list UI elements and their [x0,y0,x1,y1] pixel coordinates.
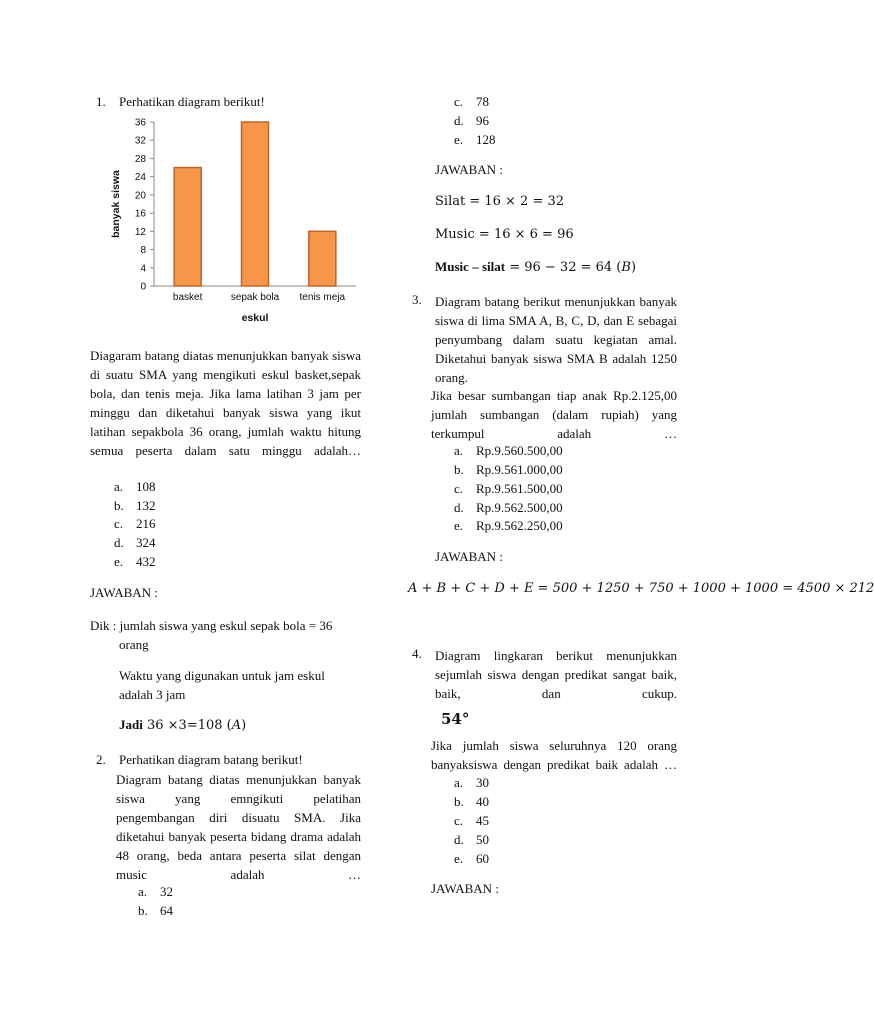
q4-number: 4. [412,646,422,661]
q3-answer-label: JAWABAN : [435,549,503,564]
q1-option-c[interactable]: c. 216 [114,516,156,531]
chart-y-tick-label: 4 [140,263,146,275]
chart-bar-basket [174,168,201,286]
q1-prompt: Perhatikan diagram berikut! [119,94,265,109]
q1-heading [96,92,265,111]
q4-paragraph: Diagram lingkaran berikut menunjukkan sejumlah siswa dengan predikat sangat baik, baik, dan cukup. [435,648,677,701]
q3-option-b[interactable]: b. Rp.9.561.000,00 [454,462,563,477]
q2-option-b[interactable]: b. 64 [138,903,173,918]
q1-waktu-line1: Waktu yang digunakan untuk jam eskul [119,668,325,683]
chart-bar-tenis-meja [309,231,336,286]
q3-option-e[interactable]: e. Rp.9.562.250,00 [454,518,563,533]
chart-y-tick-label: 12 [134,226,146,238]
q2-diff-choice: B [621,260,631,275]
chart-y-tick-label: 32 [134,135,146,147]
q4-option-a[interactable]: a. 30 [454,775,489,790]
chart-x-tick-label: tenis meja [299,292,346,303]
chart-y-tick-label: 36 [134,117,146,129]
q1-answer-label: JAWABAN : [90,585,158,600]
q1-waktu-line2: adalah 3 jam [119,687,186,702]
q2-option-a[interactable]: a. 32 [138,884,173,899]
q2-option-e[interactable]: e. 128 [454,132,496,147]
q4-angle: 54° [441,710,470,728]
q2-number: 2. [96,752,106,767]
q2-option-c[interactable]: c. 78 [454,94,489,109]
q2-heading [96,752,303,768]
q4-option-b[interactable]: b. 40 [454,794,489,809]
q3-number: 3. [412,292,422,307]
q4-option-d[interactable]: d. 50 [454,832,489,847]
q1-conclusion: Jadi 36 ×3=108 (A) [119,717,247,733]
q2-option-d[interactable]: d. 96 [454,113,489,128]
q1-option-d[interactable]: d. 324 [114,535,156,550]
q3-sum-clip [408,580,874,596]
chart-y-tick-label: 16 [134,208,146,220]
q4-answer-label: JAWABAN : [431,881,499,896]
q2-silat-line: Silat = 16 × 2 = 32 [435,194,565,209]
chart-bar-sepak-bola [242,122,269,286]
chart-y-tick-label: 20 [134,190,146,202]
q1-jadi-label: Jadi [119,717,143,732]
q2-paragraph: Diagram batang diatas menunjukkan banyak siswa yang emngikuti pelatihan pengembangan diri disuatu SMA. Jika diketahui banyak peserta bidang drama adalah 48 orang, beda antara peserta silat dengan music adalah … [116,772,361,882]
chart-x-tick-label: sepak bola [230,292,280,303]
q1-bar-chart [100,110,370,330]
q3-option-d[interactable]: d. Rp.9.562.500,00 [454,500,563,515]
chart-y-axis-label: banyak siswa [110,170,122,238]
chart-x-axis-label: eskul [241,312,269,324]
q4-paragraph2: Jika jumlah siswa seluruhnya 120 orang banyaksiswa dengan predikat baik adalah … [431,738,677,772]
q1-dik-line2: orang [119,637,149,652]
q1-paragraph: Diagaram batang diatas menunjukkan banyak siswa di suatu SMA yang mengikuti eskul basket,sepak bola, dan tenis meja. Jika lama latihan 3 jam per minggu dan diketahui banyak siswa yang ikut latihan sepakbola 36 orang, jumlah waktu hitung semua peserta dalam satu minggu adalah… [90,348,361,458]
chart-x-tick-label: basket [172,292,203,303]
chart-y-tick-label: 0 [140,281,146,293]
q1-option-e[interactable]: e. 432 [114,554,156,569]
chart-y-tick-label: 28 [134,153,146,165]
q1-number: 1. [96,94,106,109]
q1-jadi-expr: 36 ×3=108 [146,718,223,733]
q2-diff-expr: = 96 − 32 = 64 [509,260,613,275]
chart-y-tick-label: 24 [134,172,146,184]
q2-answer-label: JAWABAN : [435,162,503,177]
q1-jadi-choice: A [231,718,242,733]
q2-difference: Music – silat = 96 − 32 = 64 (B) [435,259,637,275]
q3-option-c[interactable]: c. Rp.9.561.500,00 [454,481,563,496]
q3-sum-expr: A + B + C + D + E = 500 + 1250 + 750 + 1000 + 1000 = 4500 × 212 [408,581,874,596]
q4-option-e[interactable]: e. 60 [454,851,489,866]
q1-option-b[interactable]: b. 132 [114,498,156,513]
q2-prompt: Perhatikan diagram batang berikut! [119,752,303,767]
q2-music-line: Music = 16 × 6 = 96 [435,227,574,242]
q4-option-c[interactable]: c. 45 [454,813,489,828]
q1-dik-line1: Dik : jumlah siswa yang eskul sepak bola = 36 [90,618,333,633]
chart-y-tick-label: 8 [140,245,146,257]
q3-option-a[interactable]: a. Rp.9.560.500,00 [454,443,563,458]
q3-paragraph2: Jika besar sumbangan tiap anak Rp.2.125,00 jumlah sumbangan (dalam rupiah) yang terkumpul adalah … [431,388,677,441]
q2-diff-label: Music – silat [435,259,506,274]
q3-paragraph: Diagram batang berikut menunjukkan banyak siswa di lima SMA A, B, C, D, dan E sebagai penyumbang dalam suatu kegiatan amal. Diketahui banyak siswa SMA B adalah 1250 orang. [435,294,677,385]
q1-option-a[interactable]: a. 108 [114,479,156,494]
